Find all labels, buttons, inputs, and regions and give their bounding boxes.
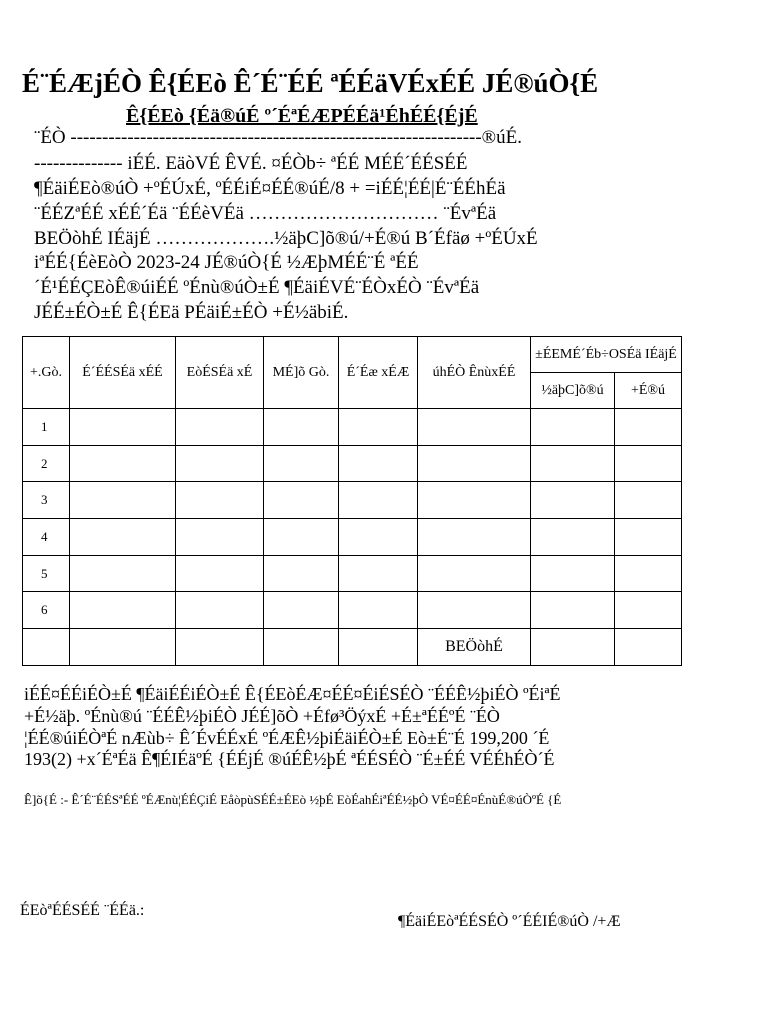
body-line: iªÉÉ{ÉèEòÒ 2023-24 JÉ®úÒ{É ½ÆþMÉÉ¨É ªÉÉ	[34, 252, 419, 273]
col-header-area-group: ±ÉEMÉ´Éb÷OSÉä IÉäjÉ	[531, 337, 682, 373]
col-header-taluka: EòÉSÉä xÉ	[176, 337, 264, 409]
body-line: ¶ÉäiÉEò®úÒ +ºÉÚxÉ, ºÉÉiÉ¤ÉÉ®úÉ/8 + =iÉÉ¦ÉÉ|É¨ÉÉhÉä	[34, 178, 506, 199]
table-row	[23, 409, 682, 446]
body-line: ¨ÉÒ -----------------------------------------------------------------®úÉ.	[34, 127, 522, 148]
body-line: ¨ÉÉZªÉÉ xÉÉ´Éä ¨ÉÉèVÉä ………………………… ¨ÉvªÉä	[34, 203, 497, 224]
total-label: BEÖòhÉ	[418, 629, 531, 666]
col-header-are: +É®ú	[615, 373, 682, 409]
row-number: 1	[23, 409, 70, 446]
row-number: 5	[23, 556, 70, 592]
col-header-group-no: MÉ]õ Gò.	[264, 337, 339, 409]
body-line: BEÖòhÉ IÉäjÉ ……………….½äþC]õ®ú/+É®ú B´Éfäø +ºÉÚxÉ	[34, 228, 538, 249]
declaration-line: +É½äþ. ºÉnù®ú ¨ÉÉÊ½þiÉÒ JÉÉ]õÒ +Éfø³ÖýxÉ +É±ªÉÉºÉ ¨ÉÒ	[24, 706, 500, 726]
col-header-sowing-date: úhÉÒ ÊnùxÉÉ	[418, 337, 531, 409]
body-line: ´É¹ÉÉÇEòÊ®úiÉÉ ºÉnù®úÒ±É ¶ÉäiÉVÉ¨ÉÒxÉÒ ¨ÉvªÉä	[34, 277, 480, 298]
mobile-number-label: ÉEòªÉÉSÉÉ ¨ÉÉä.:	[20, 902, 145, 919]
body-line: JÉÉ±ÉÒ±É Ê{ÉEä PÉäiÉ±ÉÒ +É½äbiÉ.	[34, 302, 349, 323]
col-header-hectare: ½äþC]õ®ú	[531, 373, 615, 409]
page-title: É¨ÉÆjÉÒ Ê{ÉEò Ê´É¨ÉÉ ªÉÉäVÉxÉÉ JÉ®úÒ{É	[22, 68, 599, 98]
table-row	[23, 446, 682, 482]
col-header-serial: +.Gò.	[23, 337, 70, 409]
table-row	[23, 592, 682, 629]
table-row	[23, 556, 682, 592]
row-number: 3	[23, 482, 70, 519]
farmer-signature-label: ¶ÉäiÉEòªÉÉSÉÒ º´ÉÉIÉ®úÒ /+Æ	[398, 913, 621, 930]
declaration-line: 193(2) +x´ÉªÉä Ê¶ÉIÉäºÉ {ÉÉjÉ ®úÉÊ½þÉ ªÉÉSÉÒ ¨É±ÉÉ VÉÉhÉÒ´É	[24, 749, 555, 769]
land-details-table	[22, 336, 682, 666]
table-row	[23, 482, 682, 519]
footnote: Ê]õ{É :- Ê´É¨ÉÉSªÉÉ ºÉÆnù¦ÉÉÇiÉ EåòpùSÉÉ±ÉEò ½þÉ EòÉahÉiªÉÉ½þÒ VÉ¤ÉÉ¤ÉnùÉ®úÒºÉ {É	[24, 792, 562, 807]
declaration-line: ¦ÉÉ®úiÉÒªÉ nÆùb÷ Ê´ÉvÉÉxÉ ºÉÆÊ½þiÉäiÉÒ±É Eò±É¨É 199,200 ´É	[24, 728, 550, 748]
body-line: -------------- iÉÉ. EäòVÉ ÊVÉ. ¤ÉÒb÷ ªÉÉ MÉÉ´ÉÉSÉÉ	[34, 153, 468, 174]
row-number: 6	[23, 592, 70, 629]
col-header-survey-no: É´Éæ xÉÆ	[339, 337, 418, 409]
col-header-village: É´ÉÉSÉä xÉÉ	[70, 337, 176, 409]
declaration-line: iÉÉ¤ÉÉiÉÒ±É ¶ÉäiÉÉiÉÒ±É Ê{ÉEòÉÆ¤ÉÉ¤ÉiÉSÉÒ ¨ÉÉÊ½þiÉÒ ºÉiªÉ	[24, 684, 561, 704]
row-number: 4	[23, 519, 70, 556]
table-total-row	[23, 629, 682, 666]
page-subtitle: Ê{ÉEò {Éä®úÉ º´ÉªÉÆPÉÉä¹ÉhÉÉ{ÉjÉ	[126, 105, 478, 127]
table-row	[23, 519, 682, 556]
row-number: 2	[23, 446, 70, 482]
